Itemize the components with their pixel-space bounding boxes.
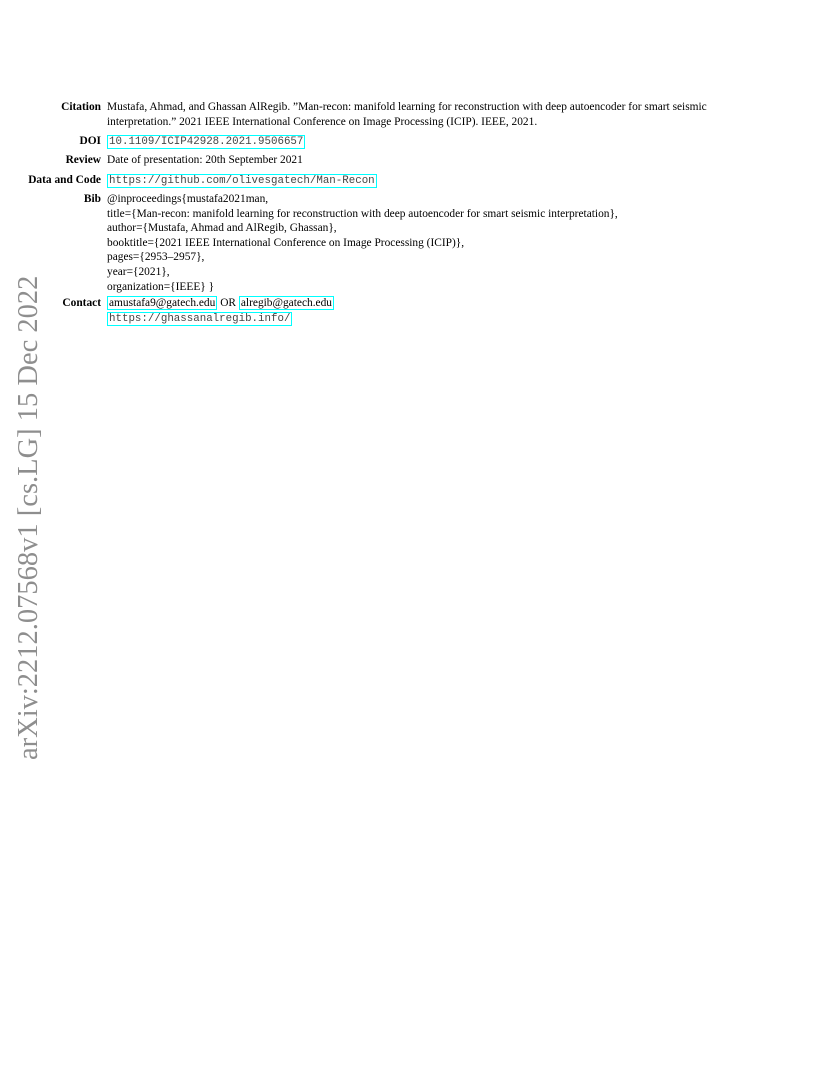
contact-separator: OR	[220, 297, 237, 309]
bib-label: Bib	[83, 193, 101, 205]
review-text: Date of presentation: 20th September 2021	[107, 154, 303, 166]
doi-link[interactable]: 10.1109/ICIP42928.2021.9506657	[109, 136, 304, 148]
citation-label: Citation	[61, 101, 101, 113]
contact-label: Contact	[62, 297, 101, 309]
bib-line: year={2021},	[107, 265, 170, 278]
review-label: Review	[65, 154, 101, 166]
bib-line: organization={IEEE} }	[107, 280, 215, 293]
website-link[interactable]: https://ghassanalregib.info/	[109, 312, 291, 325]
data-code-label: Data and Code	[28, 174, 101, 186]
doi-label: DOI	[79, 135, 101, 147]
citation-line-2: interpretation.” 2021 IEEE International Conference on Image Processing (ICIP). IEEE, 2021.	[107, 115, 538, 128]
bib-line: pages={2953–2957},	[107, 251, 205, 264]
contact-info	[107, 296, 767, 326]
github-link[interactable]: https://github.com/olivesgatech/Man-Recon	[109, 175, 375, 187]
bib-line: author={Mustafa, Ahmad and AlRegib, Ghassan},	[107, 222, 337, 235]
arxiv-identifier-stamp: arXiv:2212.07568v1 [cs.LG] 15 Dec 2022	[13, 275, 44, 760]
bib-line: @inproceedings{mustafa2021man,	[107, 193, 269, 205]
bibtex-entry	[107, 192, 767, 294]
email-link-amustafa[interactable]: amustafa9@gatech.edu	[109, 297, 216, 309]
citation-line-1: Mustafa, Ahmad, and Ghassan AlRegib. ”Man-recon: manifold learning for reconstruction with deep autoencoder for smart seismic	[107, 101, 707, 113]
bib-line: title={Man-recon: manifold learning for reconstruction with deep autoencoder for smart seismic interpretation},	[107, 207, 618, 220]
email-link-alregib[interactable]: alregib@gatech.edu	[240, 297, 333, 309]
citation-text	[107, 100, 767, 129]
bib-line: booktitle={2021 IEEE International Conference on Image Processing (ICIP)},	[107, 236, 465, 249]
